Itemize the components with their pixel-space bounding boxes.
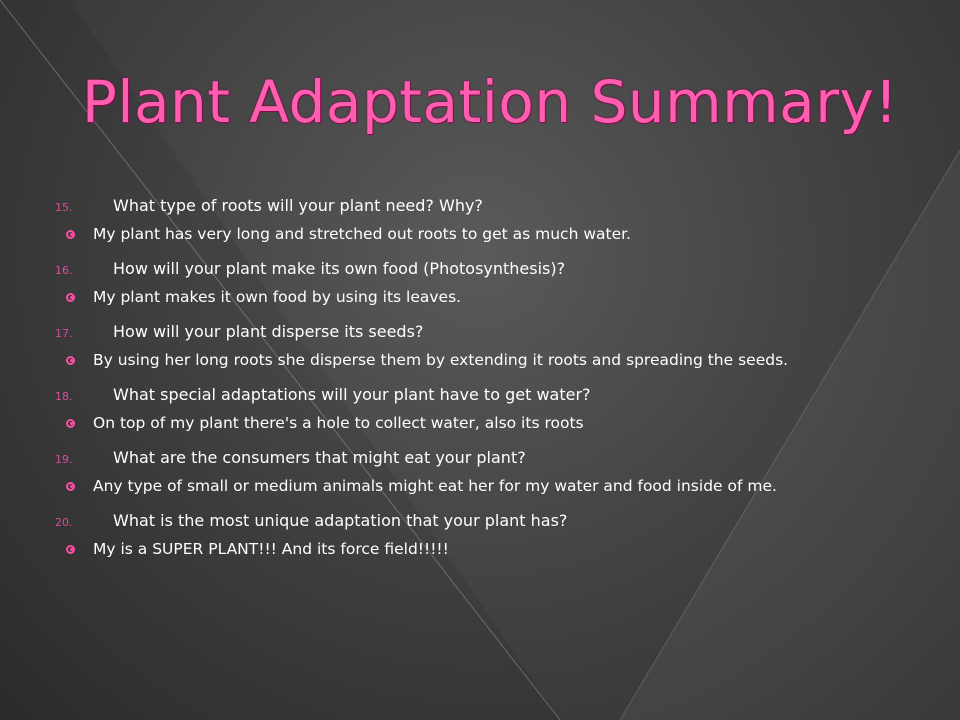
question-number: 17.: [55, 327, 73, 340]
question-row: [55, 259, 935, 285]
answer-text: My plant makes it own food by using its leaves.: [93, 288, 462, 306]
question-number: 19.: [55, 453, 73, 466]
answer-text: My is a SUPER PLANT!!! And its force field!!!!!: [93, 540, 449, 558]
answer-row: [55, 285, 935, 309]
answer-row: [55, 411, 935, 435]
answer-row: [55, 222, 935, 246]
circle-bullet-icon: [66, 419, 75, 428]
answer-text: On top of my plant there's a hole to collect water, also its roots: [93, 414, 584, 432]
question-number: 18.: [55, 390, 73, 403]
qa-item: [55, 385, 935, 435]
question-number: 15.: [55, 201, 73, 214]
answer-row: [55, 537, 935, 561]
question-row: [55, 196, 935, 222]
qa-item: [55, 322, 935, 372]
question-text: How will your plant disperse its seeds?: [113, 322, 424, 341]
qa-item: [55, 259, 935, 309]
qa-item: [55, 448, 935, 498]
circle-bullet-icon: [66, 545, 75, 554]
question-row: [55, 322, 935, 348]
answer-text: My plant has very long and stretched out roots to get as much water.: [93, 225, 631, 243]
question-text: How will your plant make its own food (Photosynthesis)?: [113, 259, 566, 278]
question-row: [55, 448, 935, 474]
question-text: What special adaptations will your plant have to get water?: [113, 385, 591, 404]
qa-item: [55, 196, 935, 246]
answer-text: By using her long roots she disperse them by extending it roots and spreading the seeds.: [93, 351, 789, 369]
question-number: 20.: [55, 516, 73, 529]
question-text: What is the most unique adaptation that your plant has?: [113, 511, 568, 530]
question-text: What type of roots will your plant need? Why?: [113, 196, 483, 215]
question-text: What are the consumers that might eat your plant?: [113, 448, 526, 467]
qa-list: [55, 196, 935, 574]
answer-row: [55, 474, 935, 498]
answer-text: Any type of small or medium animals might eat her for my water and food inside of me.: [93, 477, 777, 495]
circle-bullet-icon: [66, 482, 75, 491]
circle-bullet-icon: [66, 356, 75, 365]
question-number: 16.: [55, 264, 73, 277]
qa-item: [55, 511, 935, 561]
slide-title: Plant Adaptation Summary!: [81, 68, 899, 136]
question-row: [55, 385, 935, 411]
question-row: [55, 511, 935, 537]
answer-row: [55, 348, 935, 372]
circle-bullet-icon: [66, 293, 75, 302]
circle-bullet-icon: [66, 230, 75, 239]
